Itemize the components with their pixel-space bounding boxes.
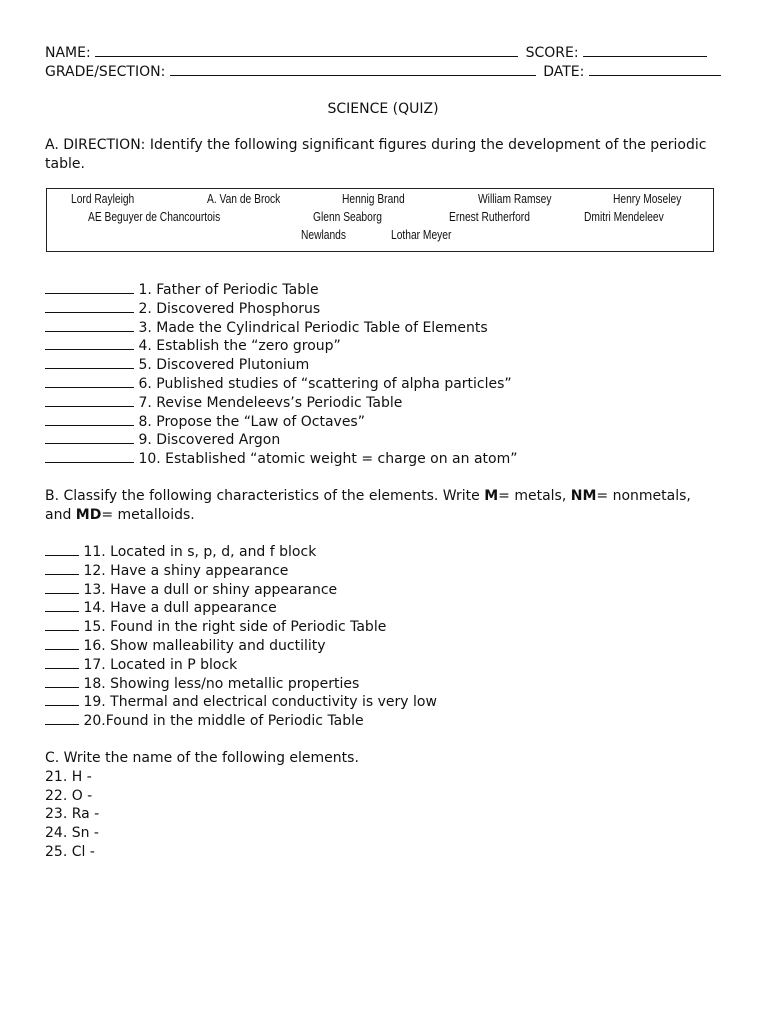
element-item: 23. Ra - <box>45 806 100 823</box>
question-text: 11. Located in s, p, d, and f block <box>83 543 317 560</box>
answer-blank[interactable] <box>45 656 79 669</box>
part-c-direction: C. Write the name of the following elements. <box>45 749 359 766</box>
answer-blank[interactable] <box>45 450 134 463</box>
choices-row-3 <box>47 227 713 244</box>
element-item: 25. Cl - <box>45 843 95 860</box>
question-text: 20.Found in the middle of Periodic Table <box>83 713 364 730</box>
element-item: 21. H - <box>45 768 92 785</box>
question-item <box>45 431 721 450</box>
question-item <box>45 693 721 712</box>
question-text: 9. Discovered Argon <box>138 432 281 449</box>
choices-row-2 <box>47 209 713 226</box>
answer-blank[interactable] <box>45 375 134 388</box>
question-text: 19. Thermal and electrical conductivity is very low <box>83 694 437 711</box>
question-item <box>45 562 721 581</box>
question-item <box>45 618 721 637</box>
choice-item: Lothar Meyer <box>391 228 452 242</box>
question-item <box>45 375 721 394</box>
question-item <box>45 394 721 413</box>
question-item <box>45 712 721 731</box>
choice-item: Glenn Seaborg <box>313 210 382 224</box>
grade-section-field[interactable] <box>170 63 536 76</box>
question-item <box>45 300 721 319</box>
nonmetals-code: NM <box>570 487 597 504</box>
choice-item: Henry Moseley <box>613 192 682 206</box>
answer-blank[interactable] <box>45 319 134 332</box>
answer-blank[interactable] <box>45 431 134 444</box>
question-item <box>45 581 721 600</box>
part-b-text: = metals, <box>498 487 571 504</box>
question-text: 14. Have a dull appearance <box>83 600 277 617</box>
part-b-direction <box>45 487 721 525</box>
question-item <box>45 450 721 469</box>
metalloids-code: MD <box>75 506 102 523</box>
header-row-1 <box>45 44 721 63</box>
question-item <box>45 413 721 432</box>
question-text: 10. Established “atomic weight = charge on an atom” <box>138 451 518 468</box>
answer-blank[interactable] <box>45 413 134 426</box>
question-text: 4. Establish the “zero group” <box>138 338 341 355</box>
question-item <box>45 543 721 562</box>
part-a-direction: A. DIRECTION: Identify the following significant figures during the development of the periodic table. <box>45 137 707 172</box>
question-text: 3. Made the Cylindrical Periodic Table of Elements <box>138 319 488 336</box>
answer-blank[interactable] <box>45 356 134 369</box>
choice-item: Dmitri Mendeleev <box>584 210 664 224</box>
answer-blank[interactable] <box>45 543 79 556</box>
score-label: SCORE: <box>525 45 579 61</box>
score-field[interactable] <box>583 44 707 57</box>
header-row-2 <box>45 63 721 82</box>
element-item: 24. Sn - <box>45 825 99 842</box>
metals-code: M <box>484 487 499 504</box>
question-text: 5. Discovered Plutonium <box>138 357 310 374</box>
question-text: 8. Propose the “Law of Octaves” <box>138 413 365 430</box>
answer-blank[interactable] <box>45 618 79 631</box>
question-item <box>45 356 721 375</box>
question-text: 16. Show malleability and ductility <box>83 637 326 654</box>
question-item <box>45 637 721 656</box>
choice-item: Hennig Brand <box>342 192 405 206</box>
part-b-text: B. Classify the following characteristics of the elements. Write <box>45 487 485 504</box>
quiz-title: SCIENCE (QUIZ) <box>327 101 439 117</box>
part-c <box>45 749 721 862</box>
name-field[interactable] <box>95 44 518 57</box>
answer-blank[interactable] <box>45 637 79 650</box>
question-text: 15. Found in the right side of Periodic Table <box>83 619 387 636</box>
choice-item: AE Beguyer de Chancourtois <box>88 210 221 224</box>
answer-blank[interactable] <box>45 693 79 706</box>
element-item: 22. O - <box>45 787 93 804</box>
question-text: 2. Discovered Phosphorus <box>138 300 321 317</box>
choice-item: Ernest Rutherford <box>449 210 530 224</box>
quiz-content <box>45 44 721 862</box>
part-b-text: = nonmetals, and <box>45 487 691 523</box>
answer-blank[interactable] <box>45 562 79 575</box>
choice-item: Lord Rayleigh <box>71 192 135 206</box>
grade-section-label: GRADE/SECTION: <box>45 64 166 80</box>
question-text: 7. Revise Mendeleevs’s Periodic Table <box>138 394 403 411</box>
date-label: DATE: <box>543 64 585 80</box>
question-item <box>45 319 721 338</box>
part-b-items <box>45 543 721 731</box>
question-item <box>45 337 721 356</box>
answer-blank[interactable] <box>45 337 134 350</box>
question-item <box>45 281 721 300</box>
question-item <box>45 656 721 675</box>
name-label: NAME: <box>45 45 91 61</box>
question-text: 18. Showing less/no metallic properties <box>83 675 360 692</box>
question-item <box>45 675 721 694</box>
choices-box <box>46 188 714 252</box>
question-text: 17. Located in P block <box>83 656 238 673</box>
choice-item: Newlands <box>301 228 347 242</box>
question-text: 12. Have a shiny appearance <box>83 562 289 579</box>
question-text: 1. Father of Periodic Table <box>138 282 319 298</box>
part-b-text: = metalloids. <box>101 506 195 523</box>
answer-blank[interactable] <box>45 712 79 725</box>
question-text: 13. Have a dull or shiny appearance <box>83 581 338 598</box>
question-text: 6. Published studies of “scattering of alpha particles” <box>138 375 512 392</box>
answer-blank[interactable] <box>45 675 79 688</box>
answer-blank[interactable] <box>45 599 79 612</box>
date-field[interactable] <box>589 63 721 76</box>
answer-blank[interactable] <box>45 281 134 294</box>
part-a-items <box>45 281 721 469</box>
question-item <box>45 599 721 618</box>
choice-item: A. Van de Brock <box>207 192 281 206</box>
answer-blank[interactable] <box>45 394 134 407</box>
answer-blank[interactable] <box>45 300 134 313</box>
choices-row-1 <box>47 191 713 208</box>
choice-item: William Ramsey <box>478 192 552 206</box>
answer-blank[interactable] <box>45 581 79 594</box>
